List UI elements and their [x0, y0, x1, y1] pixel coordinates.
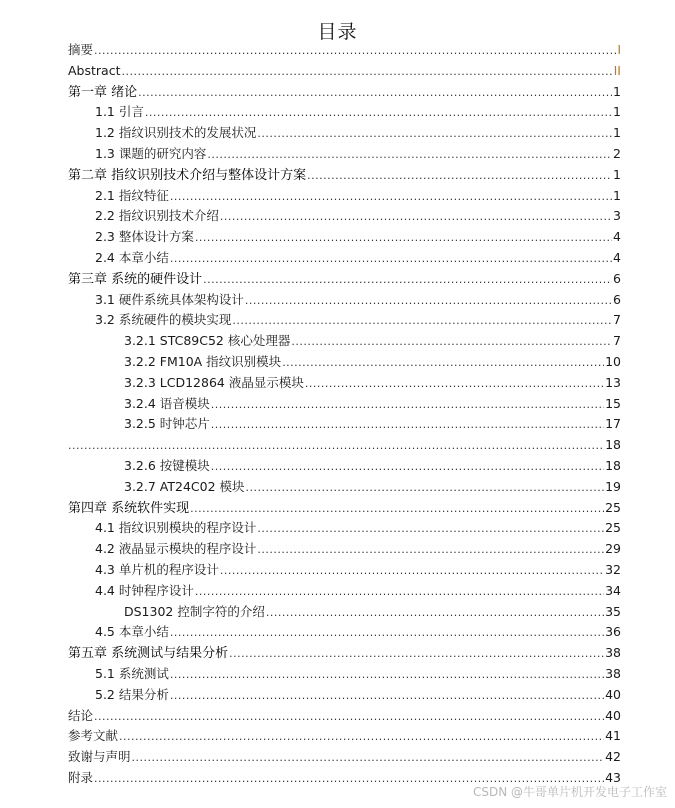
dot-leader — [257, 539, 604, 561]
toc-label: 参考文献 — [68, 728, 119, 744]
toc-page: 13 — [605, 374, 621, 390]
toc-page: 15 — [605, 395, 621, 411]
toc-page: 3 — [613, 208, 621, 224]
toc-entry-5-1[interactable] — [68, 664, 621, 685]
toc-entry-abstract-cn[interactable] — [68, 40, 621, 61]
dot-leader — [68, 435, 604, 457]
toc-label: 3.1 硬件系统具体架构设计 — [95, 291, 244, 307]
toc-page: 40 — [605, 686, 621, 702]
toc-entry-5-2[interactable] — [68, 685, 621, 706]
toc-page: 32 — [605, 561, 621, 577]
toc-label: 2.3 整体设计方案 — [95, 229, 194, 245]
toc-label: 第四章 系统软件实现 — [68, 500, 190, 516]
dot-leader — [138, 82, 612, 104]
toc-page: 29 — [605, 541, 621, 557]
toc-page: 25 — [605, 499, 621, 515]
toc-entry-chapter-3[interactable] — [68, 269, 621, 290]
toc-label: Abstract — [68, 62, 121, 78]
toc-page: 10 — [605, 353, 621, 369]
dot-leader — [190, 498, 604, 520]
toc-entry-3-2-7[interactable] — [68, 477, 621, 498]
toc-page: 1 — [613, 125, 621, 141]
dot-leader — [203, 269, 612, 291]
toc-label: 3.2.4 语音模块 — [124, 395, 210, 411]
dot-leader — [246, 477, 605, 499]
toc-entry-3-2-4[interactable] — [68, 394, 621, 415]
toc-label: 4.4 时钟程序设计 — [95, 582, 194, 598]
toc-entry-acknowledgements[interactable] — [68, 747, 621, 768]
toc-entry-2-4[interactable] — [68, 248, 621, 269]
toc-label: 4.5 本章小结 — [95, 624, 169, 640]
toc-label: 结论 — [68, 707, 94, 723]
toc-entry-3-2-5[interactable] — [68, 414, 621, 435]
toc-label: 1.1 引言 — [95, 104, 144, 120]
dot-leader — [195, 227, 612, 249]
toc-entry-4-4[interactable] — [68, 581, 621, 602]
toc-entry-chapter-2[interactable] — [68, 165, 621, 186]
dot-leader — [220, 206, 612, 228]
toc-label: DS1302 控制字符的介绍 — [124, 603, 265, 619]
dot-leader — [229, 643, 604, 665]
toc-entry-3-2-6[interactable] — [68, 456, 621, 477]
toc-page: 36 — [605, 624, 621, 640]
toc-page: 19 — [605, 478, 621, 494]
dot-leader — [245, 290, 612, 312]
toc-label: 5.2 结果分析 — [95, 686, 169, 702]
dot-leader — [307, 165, 612, 187]
toc-label: 5.1 系统测试 — [95, 665, 169, 681]
toc-entry-blank[interactable] — [68, 435, 621, 456]
toc-page: 1 — [613, 187, 621, 203]
toc-entry-conclusion[interactable] — [68, 706, 621, 727]
toc-label: 3.2.7 AT24C02 模块 — [124, 478, 245, 494]
toc-page: 1 — [613, 166, 621, 182]
toc-page: II — [613, 62, 621, 78]
toc-entry-3-2[interactable] — [68, 310, 621, 331]
toc-entry-1-1[interactable] — [68, 102, 621, 123]
dot-leader — [220, 560, 604, 582]
dot-leader — [170, 685, 604, 707]
toc-label: 4.2 液晶显示模块的程序设计 — [95, 541, 257, 557]
dot-leader — [257, 518, 604, 540]
toc-entry-3-2-1[interactable] — [68, 331, 621, 352]
toc-page: 6 — [613, 291, 621, 307]
dot-leader — [170, 664, 604, 686]
toc-entry-3-2-3[interactable] — [68, 373, 621, 394]
toc-page: 35 — [605, 603, 621, 619]
toc-entry-4-1[interactable] — [68, 518, 621, 539]
toc-label: 附录 — [68, 769, 94, 785]
toc-page: 6 — [613, 270, 621, 286]
toc-title: 目录 — [317, 21, 358, 43]
dot-leader — [170, 186, 612, 208]
toc-label: 第二章 指纹识别技术介绍与整体设计方案 — [68, 167, 307, 183]
toc-label: 1.2 指纹识别技术的发展状况 — [95, 125, 257, 141]
toc-entry-ds1302[interactable] — [68, 602, 621, 623]
toc-label: 第一章 绪论 — [68, 84, 138, 100]
csdn-watermark: CSDN @牛哥单片机开发电子工作室 — [472, 785, 667, 799]
toc-entry-4-2[interactable] — [68, 539, 621, 560]
dot-leader — [121, 61, 612, 83]
dot-leader — [145, 102, 612, 124]
toc-page: 7 — [613, 312, 621, 328]
toc-entry-1-2[interactable] — [68, 123, 621, 144]
dot-leader — [266, 602, 604, 624]
toc-page: 2 — [613, 145, 621, 161]
toc-page: 17 — [605, 416, 621, 432]
dot-leader — [211, 456, 604, 478]
dot-leader — [170, 248, 612, 270]
toc-page: 4 — [613, 249, 621, 265]
dot-leader — [132, 747, 605, 769]
toc-label: 2.1 指纹特征 — [95, 187, 169, 203]
toc-entry-chapter-1[interactable] — [68, 82, 621, 103]
toc-label: 第三章 系统的硬件设计 — [68, 271, 203, 287]
dot-leader — [291, 331, 612, 353]
toc-entry-2-3[interactable] — [68, 227, 621, 248]
toc-label: 致谢与声明 — [68, 749, 131, 765]
table-of-contents — [68, 40, 621, 789]
toc-entry-references[interactable] — [68, 726, 621, 747]
toc-page: 4 — [613, 229, 621, 245]
toc-label: 4.3 单片机的程序设计 — [95, 561, 219, 577]
toc-label: 2.2 指纹识别技术介绍 — [95, 208, 219, 224]
toc-label: 3.2.3 LCD12864 液晶显示模块 — [124, 374, 304, 390]
dot-leader — [232, 310, 612, 332]
toc-page: 41 — [605, 728, 621, 744]
toc-page: 38 — [605, 645, 621, 661]
toc-entry-abstract-en[interactable] — [68, 61, 621, 82]
toc-page: 38 — [605, 665, 621, 681]
toc-entry-2-2[interactable] — [68, 206, 621, 227]
toc-label: 4.1 指纹识别模块的程序设计 — [95, 520, 257, 536]
toc-page: 1 — [613, 83, 621, 99]
toc-page: 34 — [605, 582, 621, 598]
toc-page: 18 — [605, 437, 621, 453]
toc-label: 第五章 系统测试与结果分析 — [68, 646, 229, 662]
toc-label: 3.2.2 FM10A 指纹识别模块 — [124, 353, 282, 369]
dot-leader — [119, 726, 604, 748]
dot-leader — [195, 581, 604, 603]
toc-entry-chapter-5[interactable] — [68, 643, 621, 664]
toc-entry-1-3[interactable] — [68, 144, 621, 165]
toc-entry-3-1[interactable] — [68, 290, 621, 311]
toc-label: 3.2.5 时钟芯片 — [124, 416, 210, 432]
toc-page: 42 — [605, 749, 621, 765]
toc-label: 1.3 课题的研究内容 — [95, 145, 207, 161]
toc-page: 7 — [613, 333, 621, 349]
toc-entry-4-5[interactable] — [68, 622, 621, 643]
toc-entry-4-3[interactable] — [68, 560, 621, 581]
dot-leader — [170, 622, 604, 644]
dot-leader — [94, 40, 616, 62]
toc-entry-2-1[interactable] — [68, 186, 621, 207]
toc-entry-chapter-4[interactable] — [68, 498, 621, 519]
dot-leader — [257, 123, 612, 145]
dot-leader — [211, 414, 604, 436]
toc-label: 3.2.6 按键模块 — [124, 457, 210, 473]
toc-page: I — [617, 42, 621, 57]
toc-page: 40 — [605, 707, 621, 723]
dot-leader — [94, 706, 604, 728]
dot-leader — [282, 352, 604, 374]
toc-page: 25 — [605, 520, 621, 536]
toc-page: 18 — [605, 457, 621, 473]
toc-page: 43 — [605, 769, 621, 785]
dot-leader — [211, 394, 604, 416]
dot-leader — [207, 144, 612, 166]
toc-entry-3-2-2[interactable] — [68, 352, 621, 373]
toc-label: 2.4 本章小结 — [95, 249, 169, 265]
toc-page: 1 — [613, 104, 621, 120]
toc-label: 3.2 系统硬件的模块实现 — [95, 312, 232, 328]
dot-leader — [305, 373, 604, 395]
toc-label: 摘要 — [68, 42, 94, 57]
toc-label: 3.2.1 STC89C52 核心处理器 — [124, 333, 291, 349]
